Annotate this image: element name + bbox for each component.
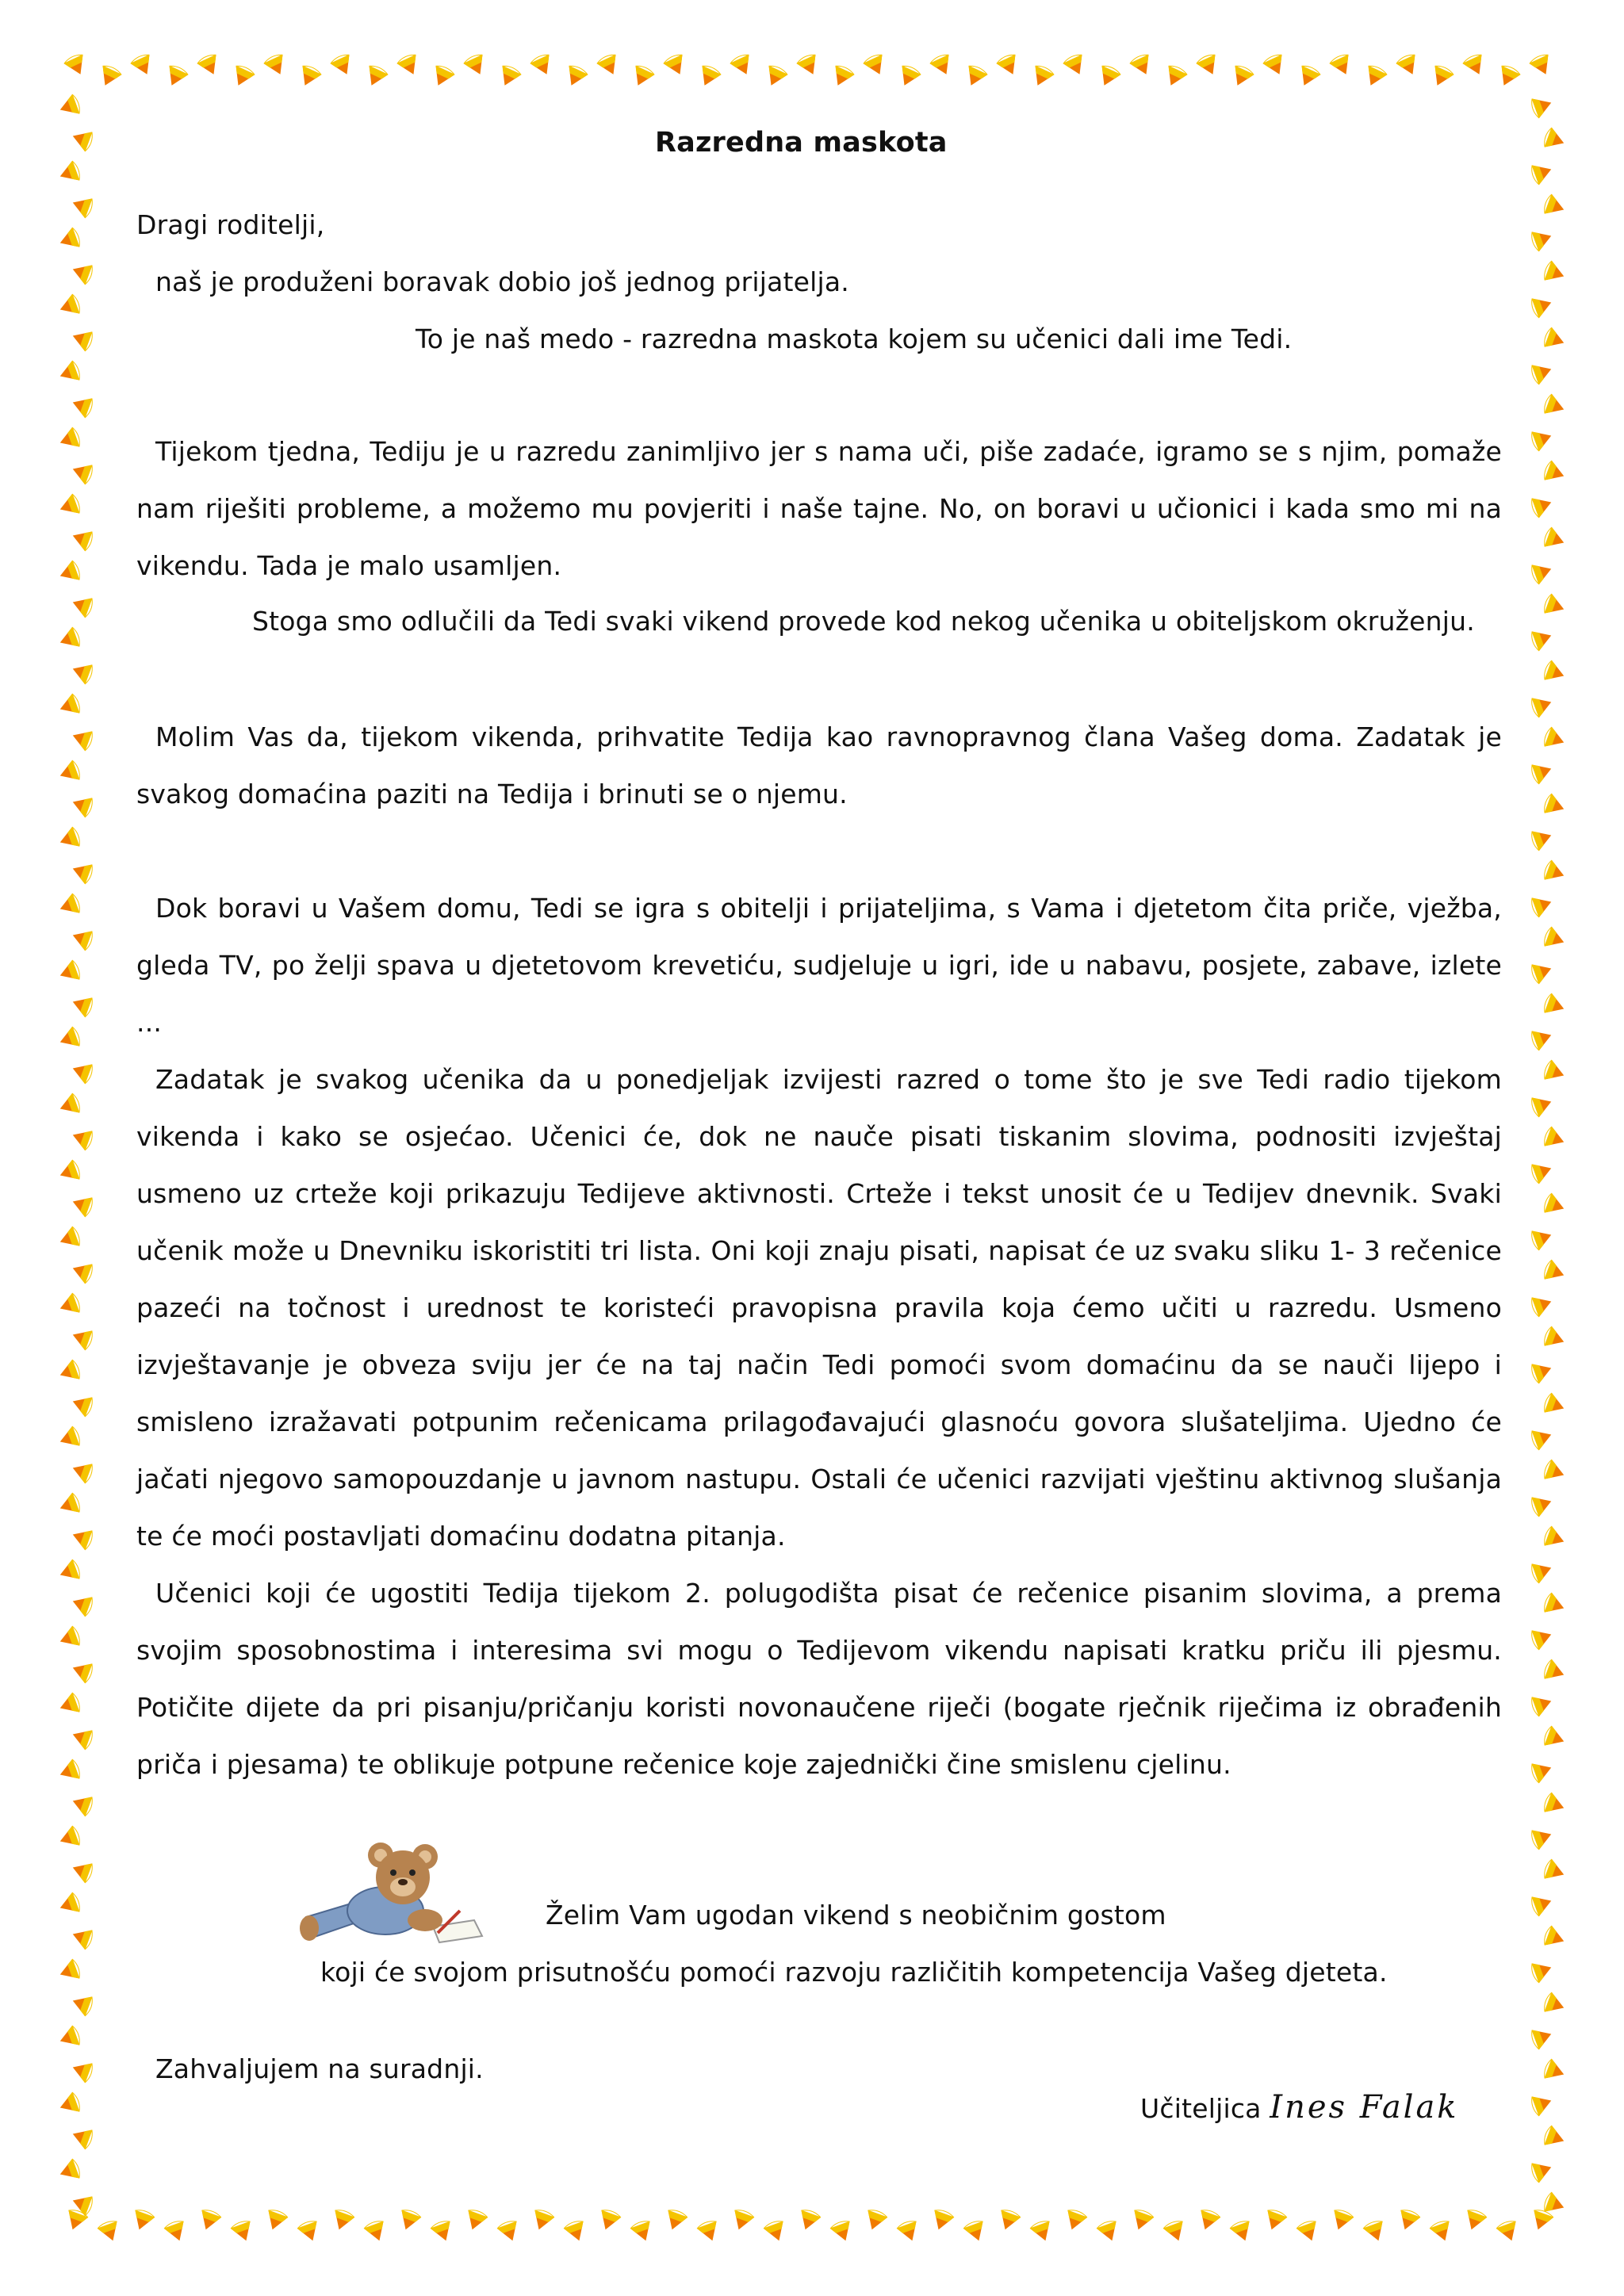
paragraph-4: Zadatak je svakog učenika da u ponedjeljak izvijesti razred o tome što je sve Tedi radio tijekom vikenda i kako se osjećao. Učenici će, dok ne nauče pisati tiskanim slovima, podnositi izvještaj usmeno uz crteže koji prikazuju Tedijeve aktivnosti. Crteže i tekst unosit će u Tedijev dnevnik. Svaki učenik može u Dnevniku iskoristiti tri lista. Oni koji znaju pisati, napisat će uz svaku sliku 1- 3 rečenice pazeći na točnost i urednost te koristeći pravopisna pravila koja ćemo učiti u razredu. Usmeno izvještavanje je obveza sviju jer će na taj način Tedi pomoći svom domaćinu da se nauči lijepo i smisleno izražavati potpunim rečenicama prilagođavajući glasnoću govora slušateljima. Ujedno će jačati njegovo samopouzdanje u javnom nastupu. Ostali će učenici razvijati vještinu aktivnog slušanja te će moći postavljati domaćinu dodatna pitanja. (136, 1064, 1502, 1552)
paragraph-2: Molim Vas da, tijekom vikenda, prihvatite Tedija kao ravnopravnog člana Vašeg doma. Zadatak je svakog domaćina paziti na Tedija i brinuti se o njemu. (136, 721, 1502, 809)
page-title: Razredna maskota (655, 127, 948, 159)
paragraph-1-centered: Stoga smo odlučili da Tedi svaki vikend provede kod nekog učenika u obiteljskom okruženju. (252, 606, 1475, 637)
intro-line-1: naš je produženi boravak dobio još jednog prijatelja. (155, 266, 849, 297)
wish-line-1: Želim Vam ugodan vikend s neobičnim gostom (546, 1900, 1166, 1931)
signature-role: Učiteljica (1140, 2093, 1262, 2124)
signature-name: Ines Falak (1270, 2089, 1459, 2126)
greeting: Dragi roditelji, (136, 209, 325, 240)
teddy-bear-icon (298, 1838, 488, 1950)
paragraph-1: Tijekom tjedna, Tediju je u razredu zanimljivo jer s nama uči, piše zadaće, igramo se s njim, pomaže nam riješiti probleme, a možemo mu povjeriti i naše tajne. No, on boravi u učionici i kada smo mi na vikendu. Tada je malo usamljen. (136, 436, 1502, 581)
signature (1140, 2090, 1459, 2126)
paragraph-5: Učenici koji će ugostiti Tedija tijekom 2. polugodišta pisat će rečenice pisanim slovima, a prema svojim sposobnostima i interesima svi mogu o Tedijevom vikendu napisati kratku priču ili pjesmu. Potičite dijete da pri pisanju/pričanju koristi novonaučene riječi (bogate rječnik riječima iz obrađenih priča i pjesama) te oblikuje potpune rečenice koje zajednički čine smislenu cjelinu. (136, 1578, 1502, 1780)
thanks-line: Zahvaljujem na suradnji. (155, 2053, 484, 2084)
paragraph-3: Dok boravi u Vašem domu, Tedi se igra s obitelji i prijateljima, s Vama i djetetom čita priče, vježba, gleda TV, po želji spava u djetetovom krevetiću, sudjeluje u igri, ide u nabavu, posjete, zabave, izlete ... (136, 893, 1502, 1038)
intro-line-2: To je naš medo - razredna maskota kojem su učenici dali ime Tedi. (416, 323, 1293, 354)
wish-line-2: koji će svojom prisutnošću pomoći razvoju različitih kompetencija Vašeg djeteta. (320, 1957, 1388, 1988)
